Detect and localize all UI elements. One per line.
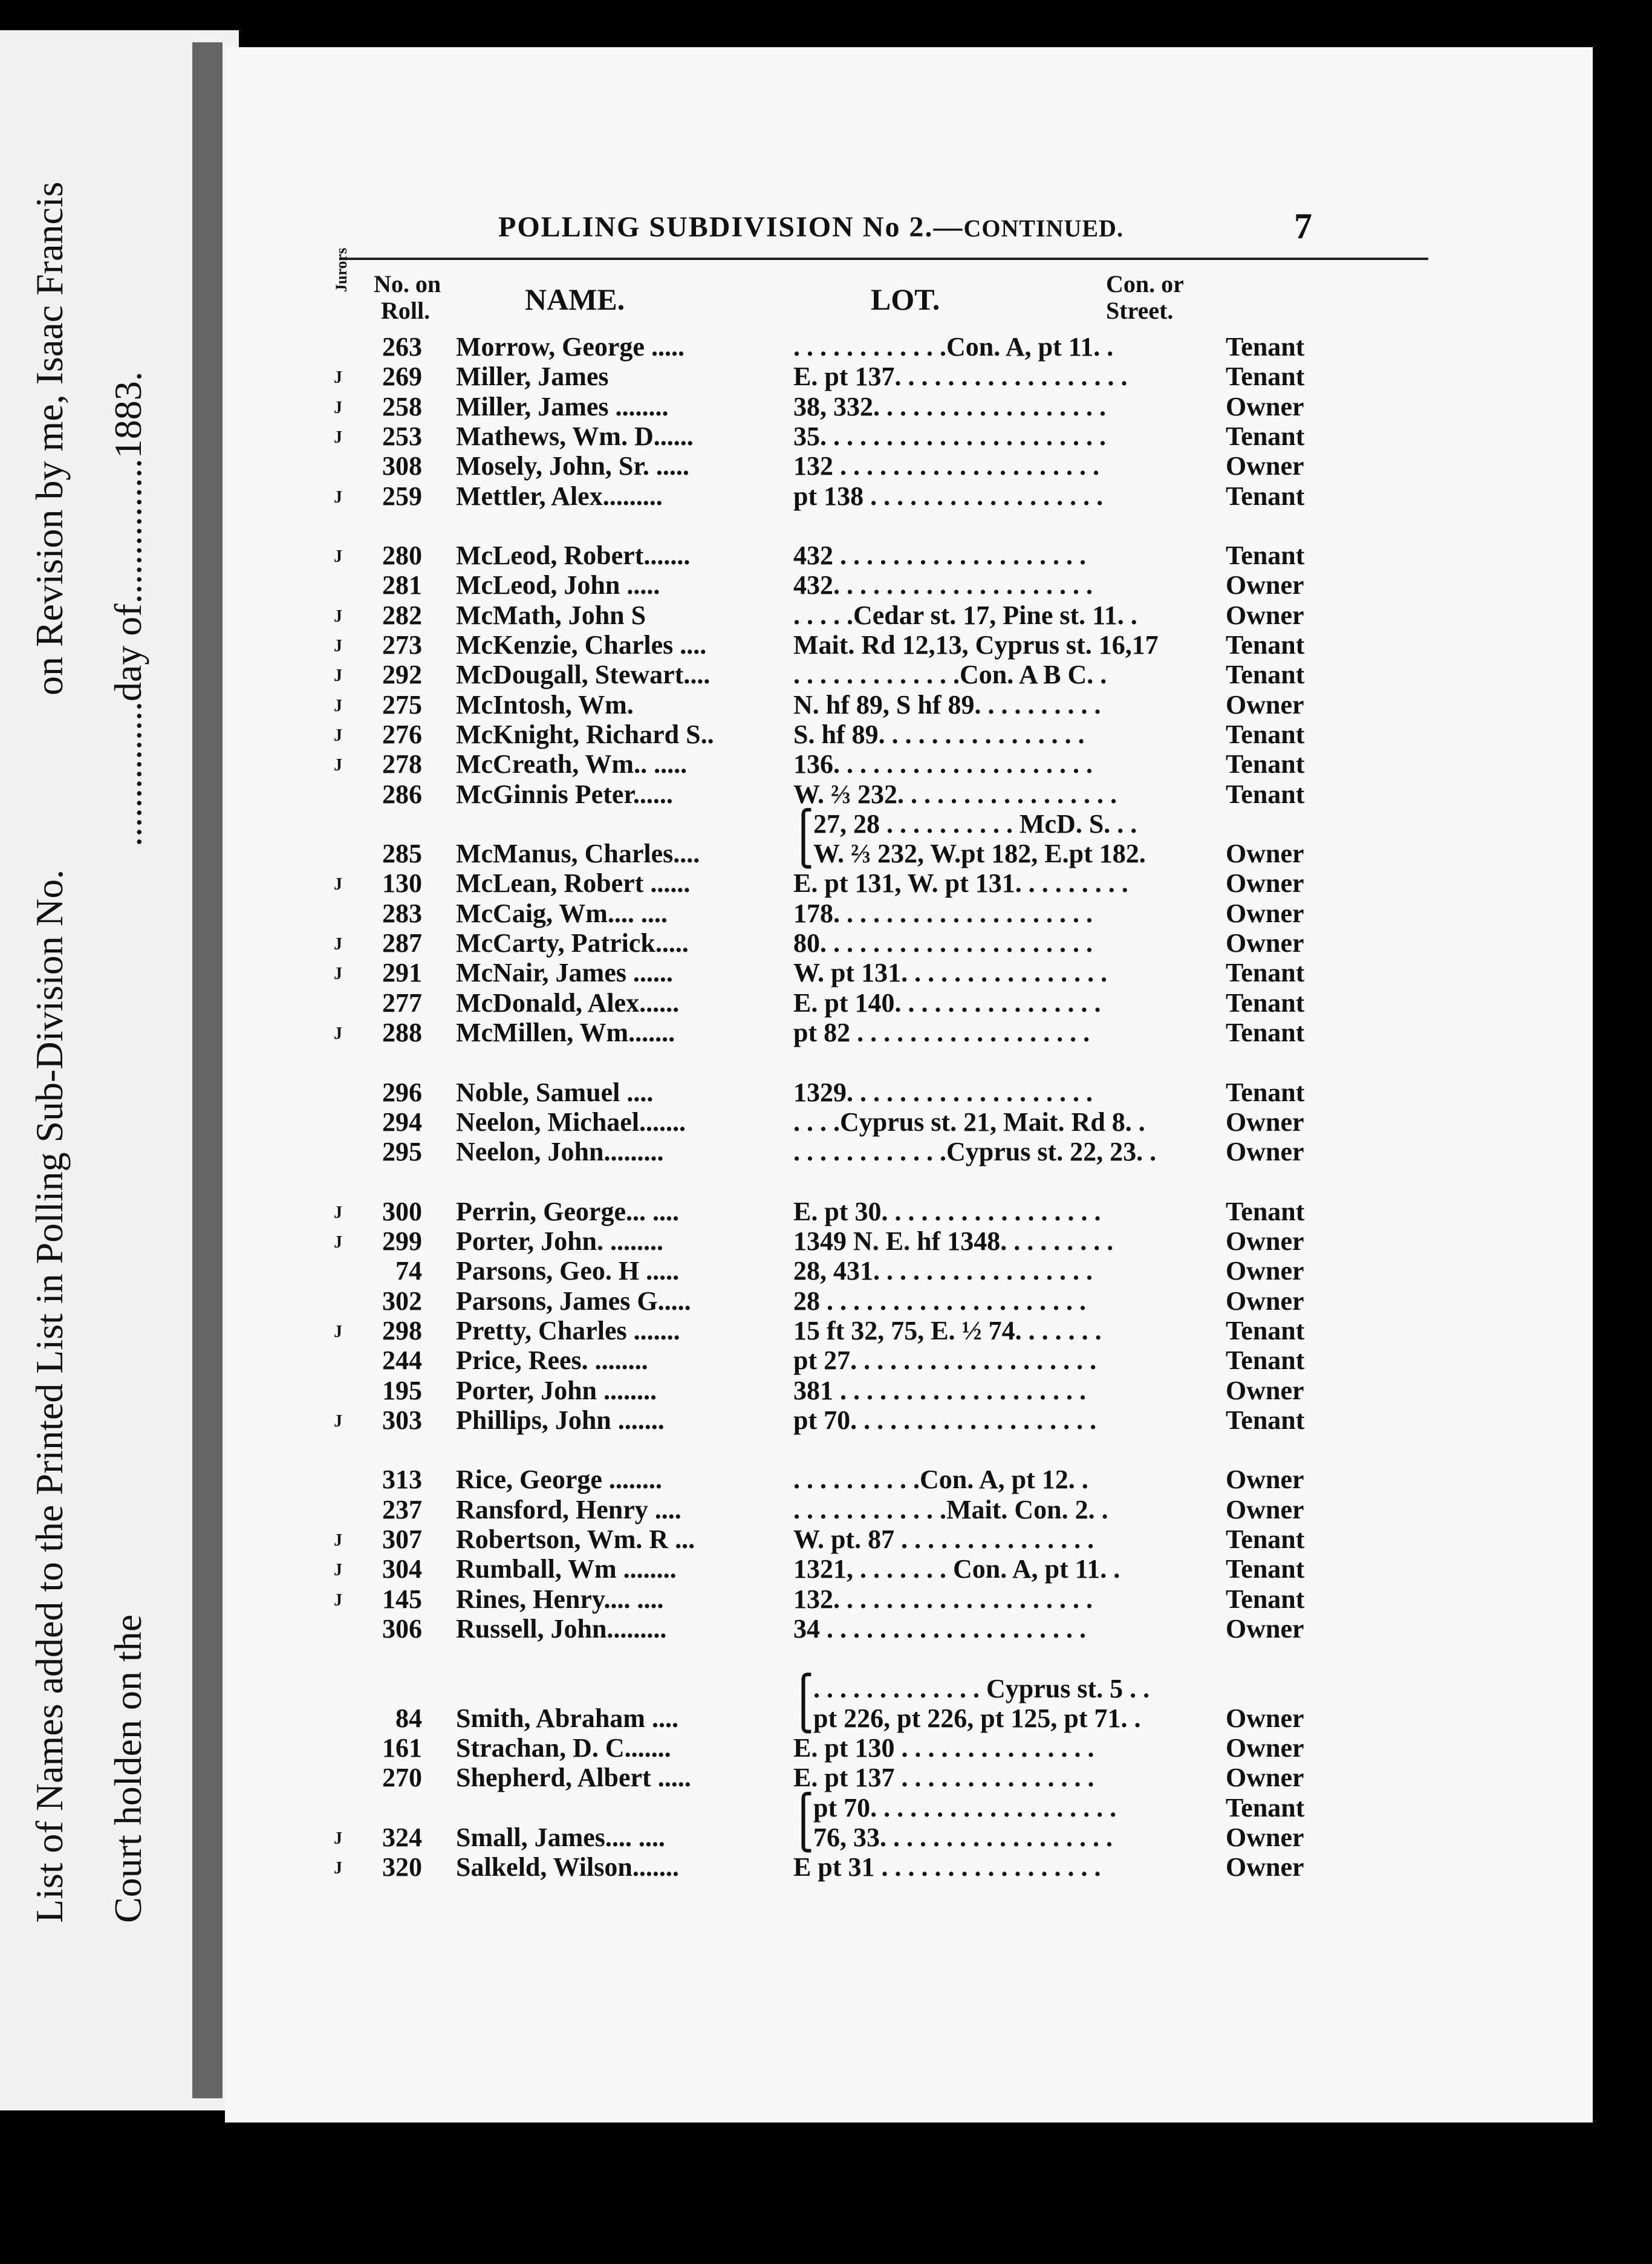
roll-number: 306 <box>382 1613 422 1644</box>
lot-description: 34 . . . . . . . . . . . . . . . . . . . . <box>793 1613 1086 1644</box>
roll-number: 283 <box>382 898 422 928</box>
juror-mark: J <box>334 637 342 655</box>
lot-description: ⎩76, 33. . . . . . . . . . . . . . . . . . <box>793 1823 1113 1852</box>
col-no-line1: No. on <box>374 270 441 298</box>
juror-mark: J <box>334 1322 342 1341</box>
table-row <box>225 838 1593 868</box>
table-row <box>225 987 1593 1018</box>
col-lot: LOT. <box>871 282 940 316</box>
lot-description: ⎩W. ⅔ 232, W.pt 182, E.pt 182. <box>793 839 1146 869</box>
lot-description: 136. . . . . . . . . . . . . . . . . . . . <box>793 749 1093 779</box>
juror-mark: J <box>334 487 342 507</box>
lot-description: 1329. . . . . . . . . . . . . . . . . . . <box>793 1077 1093 1107</box>
roll-number: 324 <box>382 1823 422 1852</box>
roll-number: 302 <box>382 1286 422 1316</box>
roll-number: 253 <box>382 421 422 451</box>
lot-description: E. pt 137 . . . . . . . . . . . . . . . <box>793 1763 1094 1793</box>
voter-name: Perrin, George... .... <box>456 1196 679 1226</box>
voter-name: Ransford, Henry .... <box>456 1494 681 1524</box>
tenure-status: Tenant <box>1226 660 1305 690</box>
tenure-status: Owner <box>1226 1107 1304 1137</box>
table-row <box>225 1315 1593 1345</box>
lot-description: . . . . . . . . . .Con. A, pt 12. . <box>793 1465 1088 1495</box>
table-row <box>225 779 1593 809</box>
voter-name: Mathews, Wm. D...... <box>456 421 694 451</box>
tenure-status: Owner <box>1226 1375 1304 1405</box>
lot-description: pt 27. . . . . . . . . . . . . . . . . . . <box>793 1345 1097 1376</box>
lot-description: . . . . . . . . . . . .Con. A, pt 11. . <box>793 332 1114 362</box>
voter-name: McIntosh, Wm. <box>456 689 634 720</box>
roll-number: 282 <box>382 600 422 630</box>
table-row <box>225 898 1593 928</box>
juror-mark: J <box>334 398 342 417</box>
roll-number: 195 <box>382 1375 422 1405</box>
table-row <box>225 331 1593 362</box>
roll-number: 130 <box>382 868 422 899</box>
roll-number: 145 <box>382 1584 422 1614</box>
juror-mark: J <box>334 935 342 954</box>
voter-name: Mettler, Alex......... <box>456 481 663 511</box>
margin-line-2: Court holden on the <box>106 1614 149 1923</box>
margin-note <box>30 48 212 1923</box>
tenure-status: Tenant <box>1226 1196 1305 1226</box>
table-row <box>225 1196 1593 1226</box>
lot-description: E. pt 131, W. pt 131. . . . . . . . . <box>793 868 1128 899</box>
lot-description: W. pt. 87 . . . . . . . . . . . . . . . <box>793 1524 1094 1554</box>
juror-mark: J <box>334 756 342 775</box>
margin-line-2b: ...............day of...............1883. <box>106 371 149 847</box>
tenure-status: Owner <box>1226 898 1304 928</box>
roll-number: 263 <box>382 332 422 362</box>
lot-description: 15 ft 32, 75, E. ½ 74. . . . . . . <box>793 1315 1102 1345</box>
tenure-status: Tenant <box>1226 1017 1305 1047</box>
table-row <box>225 1077 1593 1107</box>
tenure-status: Owner <box>1226 928 1304 958</box>
voter-name: Strachan, D. C....... <box>456 1733 671 1763</box>
juror-mark: J <box>334 1024 342 1043</box>
lot-description: ⎩pt 226, pt 226, pt 125, pt 71. . <box>793 1703 1141 1733</box>
lot-description: 1349 N. E. hf 1348. . . . . . . . . <box>793 1226 1114 1256</box>
juror-mark: J <box>334 607 342 626</box>
roll-number: 270 <box>382 1763 422 1793</box>
table-row <box>225 1673 1593 1703</box>
voter-name: Small, James.... .... <box>456 1823 665 1852</box>
lot-description: S. hf 89. . . . . . . . . . . . . . . . <box>793 719 1085 749</box>
tenure-status: Tenant <box>1226 719 1305 749</box>
tenure-status: Owner <box>1226 391 1304 421</box>
roll-number: 281 <box>382 570 422 600</box>
table-row <box>225 570 1593 600</box>
roll-number: 275 <box>382 689 422 720</box>
voter-name: Robertson, Wm. R ... <box>456 1524 695 1554</box>
lot-description: . . . . .Cedar st. 17, Pine st. 11. . <box>793 600 1137 630</box>
lot-description: W. ⅔ 232. . . . . . . . . . . . . . . . . <box>793 779 1117 809</box>
tenure-status: Tenant <box>1226 987 1305 1018</box>
roll-number: 276 <box>382 719 422 749</box>
voter-name: McLean, Robert ...... <box>456 868 691 899</box>
tenure-status: Owner <box>1226 600 1304 630</box>
voter-name: Neelon, John......... <box>456 1137 664 1167</box>
roll-number: 287 <box>382 928 422 958</box>
lot-description: pt 82 . . . . . . . . . . . . . . . . . . <box>793 1017 1090 1047</box>
roll-number: 313 <box>382 1465 422 1495</box>
juror-mark: J <box>334 666 342 686</box>
table-row <box>225 1703 1593 1733</box>
tenure-status: Tenant <box>1226 1315 1305 1345</box>
roll-number: 244 <box>382 1345 422 1376</box>
table-row <box>225 1584 1593 1614</box>
col-con-line1: Con. or <box>1106 270 1184 298</box>
tenure-status: Owner <box>1226 451 1304 481</box>
voter-name: Parsons, James G..... <box>456 1286 691 1316</box>
table-row <box>225 1017 1593 1047</box>
tenure-status: Tenant <box>1226 541 1305 571</box>
voter-name: McGinnis Peter...... <box>456 779 673 809</box>
lot-description: Mait. Rd 12,13, Cyprus st. 16,17 <box>793 630 1159 660</box>
lot-description: ⎧27, 28 . . . . . . . . . . McD. S. . . <box>793 808 1137 839</box>
header-title: POLLING SUBDIVISION No 2.— <box>498 211 964 243</box>
roll-number: 277 <box>382 987 422 1018</box>
voter-name: Miller, James ........ <box>456 391 669 421</box>
table-row <box>225 1107 1593 1137</box>
tenure-status: Owner <box>1226 689 1304 720</box>
voter-name: McMillen, Wm....... <box>456 1017 675 1047</box>
juror-mark: J <box>334 1203 342 1222</box>
tenure-status: Owner <box>1226 1465 1304 1495</box>
roll-number: 74 <box>395 1256 422 1286</box>
lot-description: 432 . . . . . . . . . . . . . . . . . . . <box>793 541 1086 571</box>
lot-description: 35. . . . . . . . . . . . . . . . . . . . . . <box>793 421 1106 451</box>
page-number: 7 <box>1294 206 1312 246</box>
lot-description: W. pt 131. . . . . . . . . . . . . . . . <box>793 958 1108 988</box>
table-row <box>225 1136 1593 1166</box>
voter-name: McDougall, Stewart.... <box>456 660 711 690</box>
tenure-status: Tenant <box>1226 749 1305 779</box>
juror-mark: J <box>334 1411 342 1431</box>
tenure-status: Tenant <box>1226 421 1305 451</box>
lot-description: E. pt 130 . . . . . . . . . . . . . . . <box>793 1733 1094 1763</box>
lot-description: 28, 431. . . . . . . . . . . . . . . . . <box>793 1256 1093 1286</box>
roll-number: 304 <box>382 1554 422 1584</box>
roll-number: 320 <box>382 1852 422 1882</box>
roll-number: 278 <box>382 749 422 779</box>
lot-description: ⎧pt 70. . . . . . . . . . . . . . . . . . . <box>793 1792 1117 1823</box>
tenure-status: Owner <box>1226 570 1304 600</box>
table-row <box>225 868 1593 898</box>
tenure-status: Owner <box>1226 1286 1304 1316</box>
juror-mark: J <box>334 547 342 567</box>
lot-description: ⎧. . . . . . . . . . . . . Cyprus st. 5 . . <box>793 1673 1150 1703</box>
roll-number: 259 <box>382 481 422 511</box>
roll-number: 291 <box>382 958 422 988</box>
lot-description: 1321, . . . . . . . Con. A, pt 11. . <box>793 1554 1120 1584</box>
table-row <box>225 1286 1593 1316</box>
roll-number: 292 <box>382 660 422 690</box>
lot-description: E pt 31 . . . . . . . . . . . . . . . . . <box>793 1852 1101 1882</box>
table-row <box>225 629 1593 660</box>
roll-number: 307 <box>382 1524 422 1554</box>
table-row <box>225 391 1593 421</box>
table-row <box>225 540 1593 570</box>
roll-number: 300 <box>382 1196 422 1226</box>
voter-name: McKnight, Richard S.. <box>456 719 714 749</box>
lot-description: E. pt 30. . . . . . . . . . . . . . . . . <box>793 1196 1101 1226</box>
roll-number: 258 <box>382 391 422 421</box>
register-page <box>225 47 1593 2122</box>
lot-description: 28 . . . . . . . . . . . . . . . . . . . . <box>793 1286 1086 1316</box>
tenure-status: Tenant <box>1226 362 1305 392</box>
roll-number: 295 <box>382 1137 422 1167</box>
juror-mark: J <box>334 1590 342 1610</box>
tenure-status: Owner <box>1226 1256 1304 1286</box>
page-header <box>498 210 1124 244</box>
table-row <box>225 1464 1593 1494</box>
voter-name: Porter, John. ........ <box>456 1226 664 1256</box>
lot-description: 432. . . . . . . . . . . . . . . . . . . . <box>793 570 1093 600</box>
table-row <box>225 1762 1593 1792</box>
voter-name: McDonald, Alex...... <box>456 987 680 1018</box>
juror-mark: J <box>334 1561 342 1580</box>
voter-name: McLeod, Robert....... <box>456 541 691 571</box>
tenure-status: Owner <box>1226 868 1304 899</box>
voter-name: Rumball, Wm ........ <box>456 1554 677 1584</box>
tenure-status: Tenant <box>1226 1405 1305 1435</box>
lot-description: 178. . . . . . . . . . . . . . . . . . . . <box>793 898 1093 928</box>
table-row <box>225 1255 1593 1286</box>
roll-number: 308 <box>382 451 422 481</box>
juror-mark: J <box>334 696 342 715</box>
tenure-status: Tenant <box>1226 1345 1305 1376</box>
table-row <box>225 659 1593 689</box>
col-jurors: Jurors <box>333 247 350 292</box>
table-row <box>225 749 1593 779</box>
table-row <box>225 1226 1593 1256</box>
juror-mark: J <box>334 1859 342 1878</box>
table-row <box>225 1345 1593 1375</box>
voter-name: Pretty, Charles ....... <box>456 1315 680 1345</box>
col-name: NAME. <box>525 282 625 316</box>
roll-number: 299 <box>382 1226 422 1256</box>
roll-number: 286 <box>382 779 422 809</box>
voter-name: McNair, James ...... <box>456 958 673 988</box>
voter-name: Salkeld, Wilson....... <box>456 1852 679 1882</box>
table-row <box>225 421 1593 451</box>
tenure-status: Owner <box>1226 1852 1304 1882</box>
juror-mark: J <box>334 1531 342 1550</box>
voter-name: Mosely, John, Sr. ..... <box>456 451 689 481</box>
roll-number: 84 <box>395 1703 422 1733</box>
lot-description: . . . . . . . . . . . . .Con. A B C. . <box>793 660 1107 690</box>
tenure-status: Tenant <box>1226 1077 1305 1107</box>
lot-description: E. pt 137. . . . . . . . . . . . . . . . . . <box>793 362 1128 392</box>
tenure-status: Tenant <box>1226 1554 1305 1584</box>
table-row <box>225 1524 1593 1554</box>
voter-name: Rice, George ........ <box>456 1465 662 1495</box>
voter-name: McCaig, Wm.... .... <box>456 898 668 928</box>
tenure-status: Owner <box>1226 1226 1304 1256</box>
voter-name: Smith, Abraham .... <box>456 1703 678 1733</box>
header-continued: CONTINUED. <box>963 215 1124 242</box>
roll-number: 288 <box>382 1017 422 1047</box>
roll-number: 294 <box>382 1107 422 1137</box>
lot-description: 132 . . . . . . . . . . . . . . . . . . . . <box>793 451 1099 481</box>
table-row <box>225 928 1593 958</box>
roll-number: 298 <box>382 1315 422 1345</box>
lot-description: 80. . . . . . . . . . . . . . . . . . . . . <box>793 928 1093 958</box>
table-row <box>225 1613 1593 1644</box>
voter-name: Russell, John......... <box>456 1613 667 1644</box>
roll-number: 303 <box>382 1405 422 1435</box>
juror-mark: J <box>334 875 342 894</box>
tenure-status: Tenant <box>1226 630 1305 660</box>
voter-name: Miller, James <box>456 362 609 392</box>
table-row <box>225 1822 1593 1852</box>
voter-name: Morrow, George ..... <box>456 332 685 362</box>
voter-name: McLeod, John ..... <box>456 570 660 600</box>
voter-name: McMath, John S <box>456 600 646 630</box>
table-row <box>225 600 1593 630</box>
col-con-line2: Street. <box>1106 297 1174 324</box>
voter-name: McKenzie, Charles .... <box>456 630 707 660</box>
tenure-status: Tenant <box>1226 332 1305 362</box>
table-row <box>225 1852 1593 1882</box>
juror-mark: J <box>334 964 342 984</box>
roll-number: 237 <box>382 1494 422 1524</box>
lot-description: . . . . . . . . . . . .Cyprus st. 22, 23. . <box>793 1137 1157 1167</box>
table-row <box>225 719 1593 749</box>
roll-number: 296 <box>382 1077 422 1107</box>
juror-mark: J <box>334 368 342 388</box>
tenure-status: Tenant <box>1226 779 1305 809</box>
voter-name: Phillips, John ....... <box>456 1405 665 1435</box>
tenure-status: Tenant <box>1226 1524 1305 1554</box>
tenure-status: Owner <box>1226 1823 1304 1852</box>
voter-name: Porter, John ........ <box>456 1375 657 1405</box>
juror-mark: J <box>334 1233 342 1252</box>
lot-description: pt 70. . . . . . . . . . . . . . . . . . . <box>793 1405 1097 1435</box>
roll-number: 269 <box>382 362 422 392</box>
roll-number: 285 <box>382 839 422 869</box>
tenure-status: Owner <box>1226 1703 1304 1733</box>
lot-description: . . . . . . . . . . . .Mait. Con. 2. . <box>793 1494 1108 1524</box>
table-row <box>225 1494 1593 1524</box>
juror-mark: J <box>334 1829 342 1848</box>
table-row <box>225 481 1593 511</box>
juror-mark: J <box>334 726 342 745</box>
lot-description: . . . .Cyprus st. 21, Mait. Rd 8. . <box>793 1107 1145 1137</box>
lot-description: 38, 332. . . . . . . . . . . . . . . . . . <box>793 391 1106 421</box>
lot-description: pt 138 . . . . . . . . . . . . . . . . . . <box>793 481 1104 511</box>
tenure-status: Tenant <box>1226 1584 1305 1614</box>
table-row <box>225 361 1593 391</box>
tenure-status: Owner <box>1226 1613 1304 1644</box>
tenure-status: Owner <box>1226 1137 1304 1167</box>
lot-description: 381 . . . . . . . . . . . . . . . . . . . <box>793 1375 1086 1405</box>
voter-name: Price, Rees. ........ <box>456 1345 648 1376</box>
lot-description: E. pt 140. . . . . . . . . . . . . . . . <box>793 987 1101 1018</box>
tenure-status: Owner <box>1226 1763 1304 1793</box>
voter-name: Rines, Henry.... .... <box>456 1584 664 1614</box>
roll-number: 280 <box>382 541 422 571</box>
voter-name: McCreath, Wm.. ..... <box>456 749 688 779</box>
voter-name: Shepherd, Albert ..... <box>456 1763 691 1793</box>
col-no-line2: Roll. <box>381 297 431 324</box>
margin-line-1: List of Names added to the Printed List in Polling Sub-Division No. <box>28 869 71 1923</box>
juror-mark: J <box>334 428 342 447</box>
margin-line-1b: on Revision by me, Isaac Francis <box>28 181 71 695</box>
voter-name: McManus, Charles.... <box>456 839 700 869</box>
voter-name: Parsons, Geo. H ..... <box>456 1256 680 1286</box>
table-row <box>225 957 1593 987</box>
table-row <box>225 451 1593 481</box>
tenure-status: Owner <box>1226 839 1304 869</box>
voter-name: Neelon, Michael....... <box>456 1107 686 1137</box>
tenure-status: Owner <box>1226 1494 1304 1524</box>
lot-description: 132. . . . . . . . . . . . . . . . . . . . <box>793 1584 1093 1614</box>
header-rule <box>340 258 1428 260</box>
voter-name: McCarty, Patrick..... <box>456 928 689 958</box>
table-row <box>225 1732 1593 1763</box>
table-row <box>225 1792 1593 1823</box>
table-row <box>225 1405 1593 1435</box>
table-row <box>225 1553 1593 1584</box>
roll-number: 273 <box>382 630 422 660</box>
lot-description: N. hf 89, S hf 89. . . . . . . . . . <box>793 689 1101 720</box>
tenure-status: Tenant <box>1226 958 1305 988</box>
voter-name: Noble, Samuel .... <box>456 1077 654 1107</box>
tenure-status: Tenant <box>1226 481 1305 511</box>
tenure-status: Owner <box>1226 1733 1304 1763</box>
table-row <box>225 808 1593 839</box>
roll-number: 161 <box>382 1733 422 1763</box>
table-row <box>225 689 1593 720</box>
table-row <box>225 1375 1593 1405</box>
tenure-status: Tenant <box>1226 1792 1305 1823</box>
